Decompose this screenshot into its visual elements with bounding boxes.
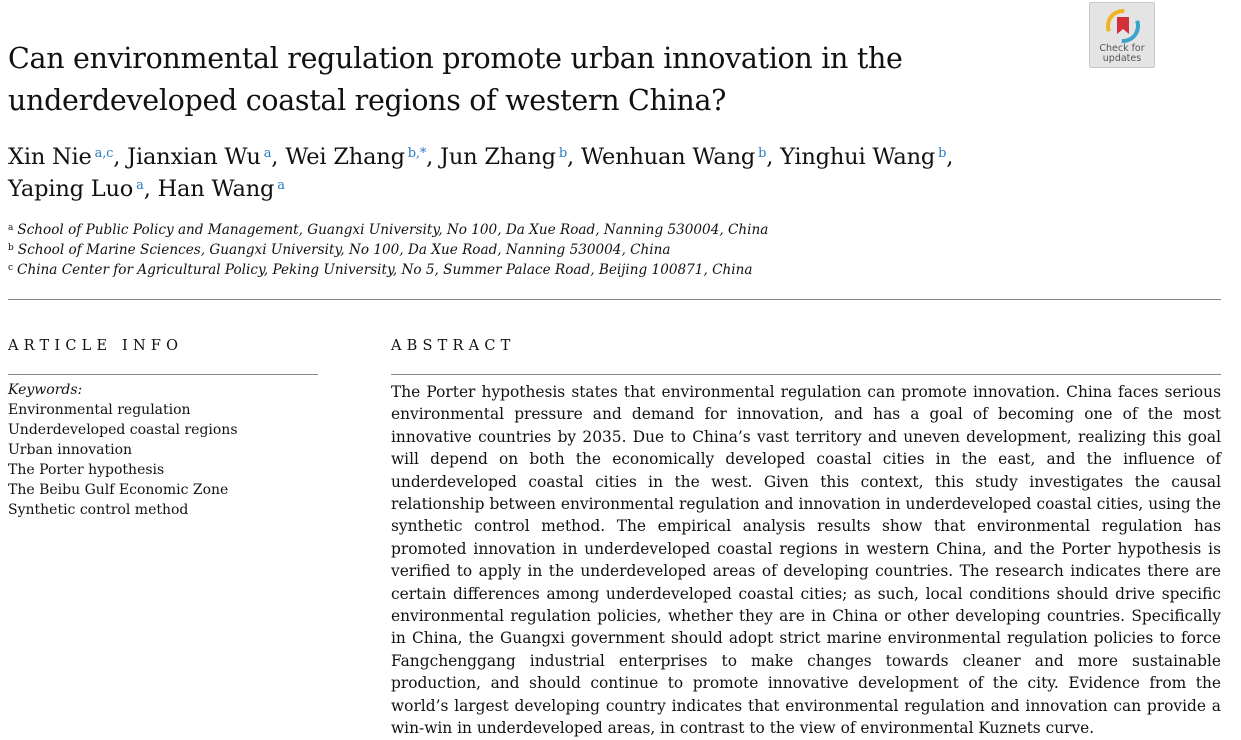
article-info-divider bbox=[8, 374, 318, 375]
author[interactable]: Jun Zhang $^b$, bbox=[440, 144, 574, 170]
keyword-item: The Porter hypothesis bbox=[8, 462, 165, 478]
abstract-heading: ABSTRACT bbox=[391, 338, 516, 354]
affiliation-text: School of Public Policy and Management, Guangxi University, No 100, Da Xue Road, Nanning 530004, China bbox=[17, 222, 769, 238]
author-name: Jun Zhang bbox=[440, 144, 556, 170]
author[interactable]: Yaping Luo $^a$, bbox=[8, 176, 151, 202]
title-line-1: Can environmental regulation promote urban innovation in the bbox=[8, 42, 903, 75]
author-affil-mark[interactable]: a bbox=[277, 177, 285, 193]
author-affil-mark[interactable]: b,* bbox=[407, 145, 427, 161]
keywords-label: Keywords: bbox=[8, 382, 83, 398]
keyword-item: Underdeveloped coastal regions bbox=[8, 422, 238, 438]
article-info-heading: ARTICLE INFO bbox=[8, 338, 184, 354]
author-affil-mark[interactable]: b bbox=[558, 145, 567, 161]
author-name: Wei Zhang bbox=[285, 144, 405, 170]
affiliation bbox=[8, 260, 1208, 280]
author-name: Yaping Luo bbox=[8, 176, 134, 202]
author-affil-mark[interactable]: a bbox=[136, 177, 144, 193]
badge-line-1: Check for bbox=[1099, 43, 1145, 54]
author[interactable]: Wenhuan Wang $^b$, bbox=[580, 144, 774, 170]
author-affil-mark[interactable]: a,c bbox=[94, 145, 114, 161]
keyword-item: Environmental regulation bbox=[8, 402, 191, 418]
keywords-section bbox=[8, 380, 328, 520]
article-title bbox=[8, 38, 1028, 122]
author-list bbox=[8, 141, 1228, 205]
check-for-updates-badge[interactable] bbox=[1089, 2, 1155, 68]
header-divider bbox=[8, 299, 1221, 300]
affiliation-list bbox=[8, 220, 1208, 280]
abstract-text: The Porter hypothesis states that environmental regulation can promote innovation. China faces serious environmental pressure and demand for innovation, and has a goal of becoming one of the most innovative countries by 2035. Due to China’s vast territory and uneven development, realizing this goal will depend on both the economically developed coastal cities in the east, and the influence of underdeveloped coastal cities in the west. Given this context, this study investigates the causal relationship between environmental regulation and innovation in underdeveloped coastal cities, using the synthetic control method. The empirical analysis results show that environmental regulation has promoted innovation in underdeveloped coastal regions in western China, and the Porter hypothesis is verified to apply in the underdeveloped areas of developing countries. The research indicates there are certain differences among underdeveloped coastal cities; as such, local conditions should drive specific environmental regulation policies, whether they are in China or other developing countries. Specifically in China, the Guangxi government should adopt strict marine environmental regulation policies to force Fangchenggang industrial enterprises to make changes towards cleaner and more sustainable production, and should continue to promote innovative development of the city. Evidence from the world’s largest developing country indicates that environmental regulation and innovation can provide a win-win in underdeveloped areas, in contrast to the view of environmental Kuznets curve. bbox=[391, 383, 1221, 738]
affiliation-mark: b bbox=[8, 242, 14, 253]
author[interactable]: Wei Zhang $^{b,*}$, bbox=[285, 144, 434, 170]
author-affil-mark[interactable]: b bbox=[938, 145, 947, 161]
author[interactable]: Xin Nie $^{a,c}$, bbox=[8, 144, 121, 170]
title-line-2: underdeveloped coastal regions of western China? bbox=[8, 84, 727, 117]
author[interactable]: Yinghui Wang $^b$, bbox=[780, 144, 954, 170]
author-name: Han Wang bbox=[157, 176, 275, 202]
check-for-updates-icon bbox=[1106, 9, 1140, 43]
author[interactable]: Jianxian Wu $^a$, bbox=[127, 144, 279, 170]
affiliation bbox=[8, 240, 1208, 260]
keyword-item: Synthetic control method bbox=[8, 502, 189, 518]
author-affil-mark[interactable]: b bbox=[758, 145, 767, 161]
abstract-divider bbox=[391, 374, 1221, 375]
affiliation-text: School of Marine Sciences, Guangxi University, No 100, Da Xue Road, Nanning 530004, China bbox=[17, 242, 671, 258]
keyword-item: The Beibu Gulf Economic Zone bbox=[8, 482, 229, 498]
badge-line-2: updates bbox=[1102, 53, 1142, 64]
affiliation-text: China Center for Agricultural Policy, Peking University, No 5, Summer Palace Road, Beijing 100871, China bbox=[17, 262, 753, 278]
affiliation bbox=[8, 220, 1208, 240]
affiliation-mark: a bbox=[8, 222, 14, 233]
author-name: Wenhuan Wang bbox=[580, 144, 756, 170]
author-name: Jianxian Wu bbox=[127, 144, 261, 170]
author-name: Yinghui Wang bbox=[780, 144, 936, 170]
keyword-item: Urban innovation bbox=[8, 442, 133, 458]
author-affil-mark[interactable]: a bbox=[263, 145, 272, 161]
author[interactable] bbox=[158, 176, 285, 202]
affiliation-mark: c bbox=[8, 262, 14, 273]
author-name: Xin Nie bbox=[8, 144, 92, 170]
